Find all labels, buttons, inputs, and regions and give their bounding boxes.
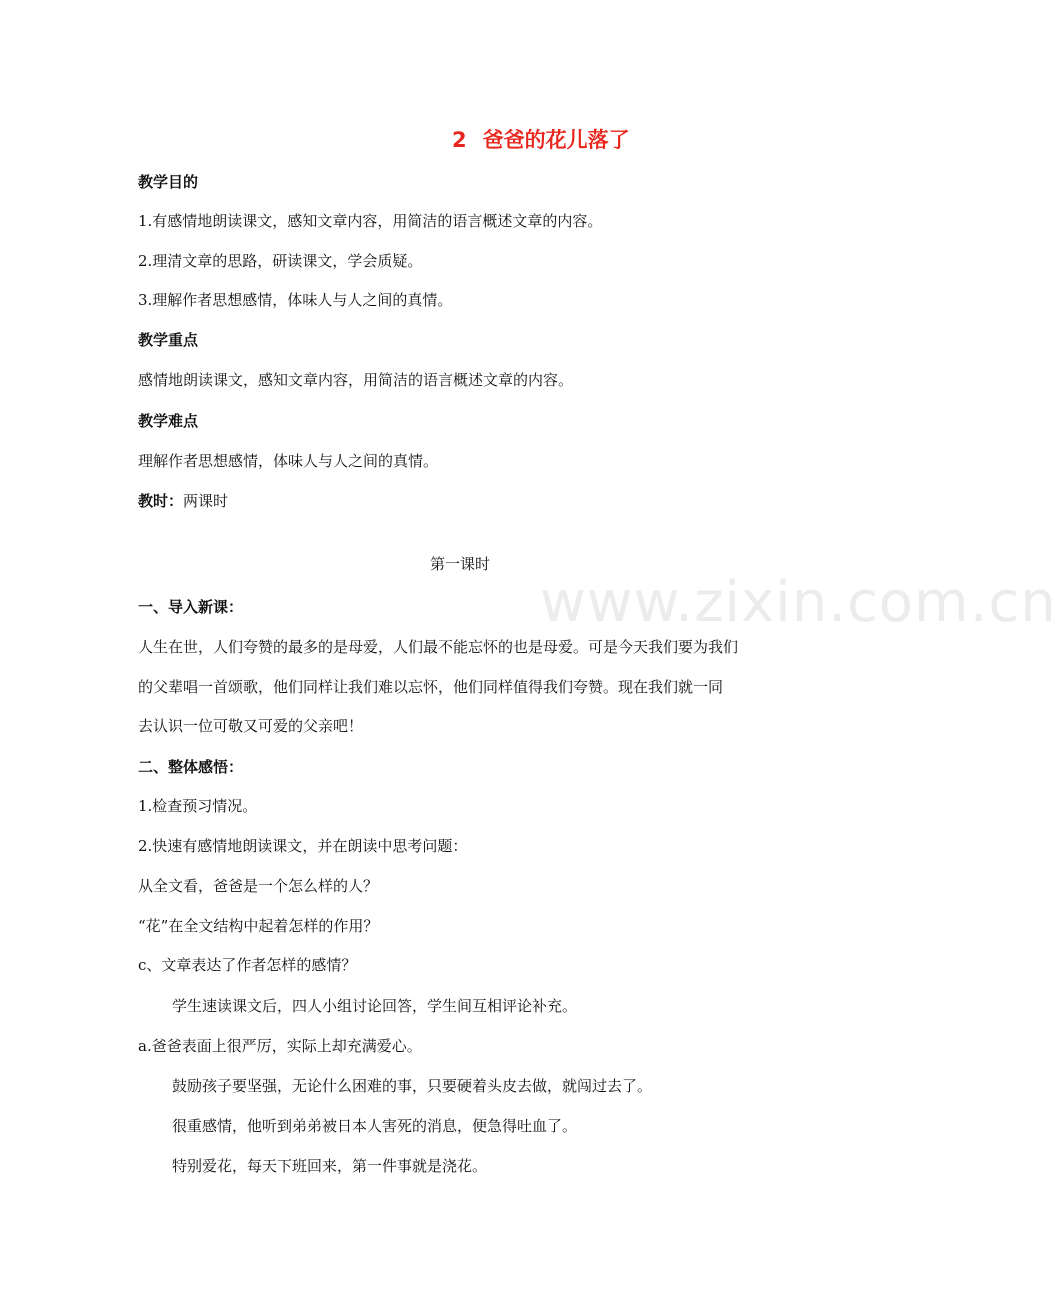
question-line: c、文章表达了作者怎样的感情？ <box>138 956 357 974</box>
intro-line: 人生在世，人们夸赞的最多的是母爱，人们最不能忘怀的也是母爱。可是今天我们要为我们 <box>138 638 739 656</box>
difficulties-text: 理解作者思想感情，体味人与人之间的真情。 <box>138 452 439 470</box>
page-title <box>452 124 630 154</box>
question-line: 从全文看，爸爸是一个怎么样的人？ <box>138 877 379 895</box>
objective-item: 1.有感情地朗读课文，感知文章内容，用简洁的语言概述文章的内容。 <box>138 212 603 230</box>
key-points-heading: 教学重点 <box>138 331 199 349</box>
intro-line: 的父辈唱一首颂歌，他们同样让我们难以忘怀，他们同样值得我们夸赞。现在我们就一同 <box>138 678 724 696</box>
lesson-heading: 第一课时 <box>429 555 490 573</box>
detail-line: 很重感情，他听到弟弟被日本人害死的消息，便急得吐血了。 <box>172 1117 578 1135</box>
intro-heading: 一、导入新课： <box>138 598 244 616</box>
intro-line: 去认识一位可敬又可爱的父亲吧！ <box>138 717 364 735</box>
detail-line: 鼓励孩子要坚强，无论什么困难的事，只要硬着头皮去做，就闯过去了。 <box>172 1077 653 1095</box>
key-points-text: 感情地朗读课文，感知文章内容，用简洁的语言概述文章的内容。 <box>138 371 574 389</box>
title-text: 爸爸的花儿落了 <box>482 128 630 152</box>
period-line <box>138 491 228 511</box>
objective-item: 3.理解作者思想感情，体味人与人之间的真情。 <box>138 291 453 309</box>
detail-line: 特别爱花，每天下班回来，第一件事就是浇花。 <box>172 1157 488 1175</box>
answer-a-line: a.爸爸表面上很严厉，实际上却充满爱心。 <box>138 1037 422 1055</box>
period-value: 两课时 <box>183 492 229 510</box>
difficulties-heading: 教学难点 <box>138 412 199 430</box>
overall-line: 1.检查预习情况。 <box>138 797 258 815</box>
question-line: “花”在全文结构中起着怎样的作用？ <box>138 917 379 935</box>
watermark: www.zixin.com.cn <box>540 570 1057 635</box>
objective-item: 2.理清文章的思路，研读课文，学会质疑。 <box>138 252 423 270</box>
period-label: 教时： <box>138 492 184 510</box>
objectives-heading: 教学目的 <box>138 173 199 191</box>
title-number: 2 <box>452 128 467 152</box>
overall-line: 2.快速有感情地朗读课文，并在朗读中思考问题： <box>138 837 468 855</box>
overall-heading: 二、整体感悟： <box>138 758 244 776</box>
activity-line: 学生速读课文后，四人小组讨论回答，学生间互相评论补充。 <box>172 997 578 1015</box>
